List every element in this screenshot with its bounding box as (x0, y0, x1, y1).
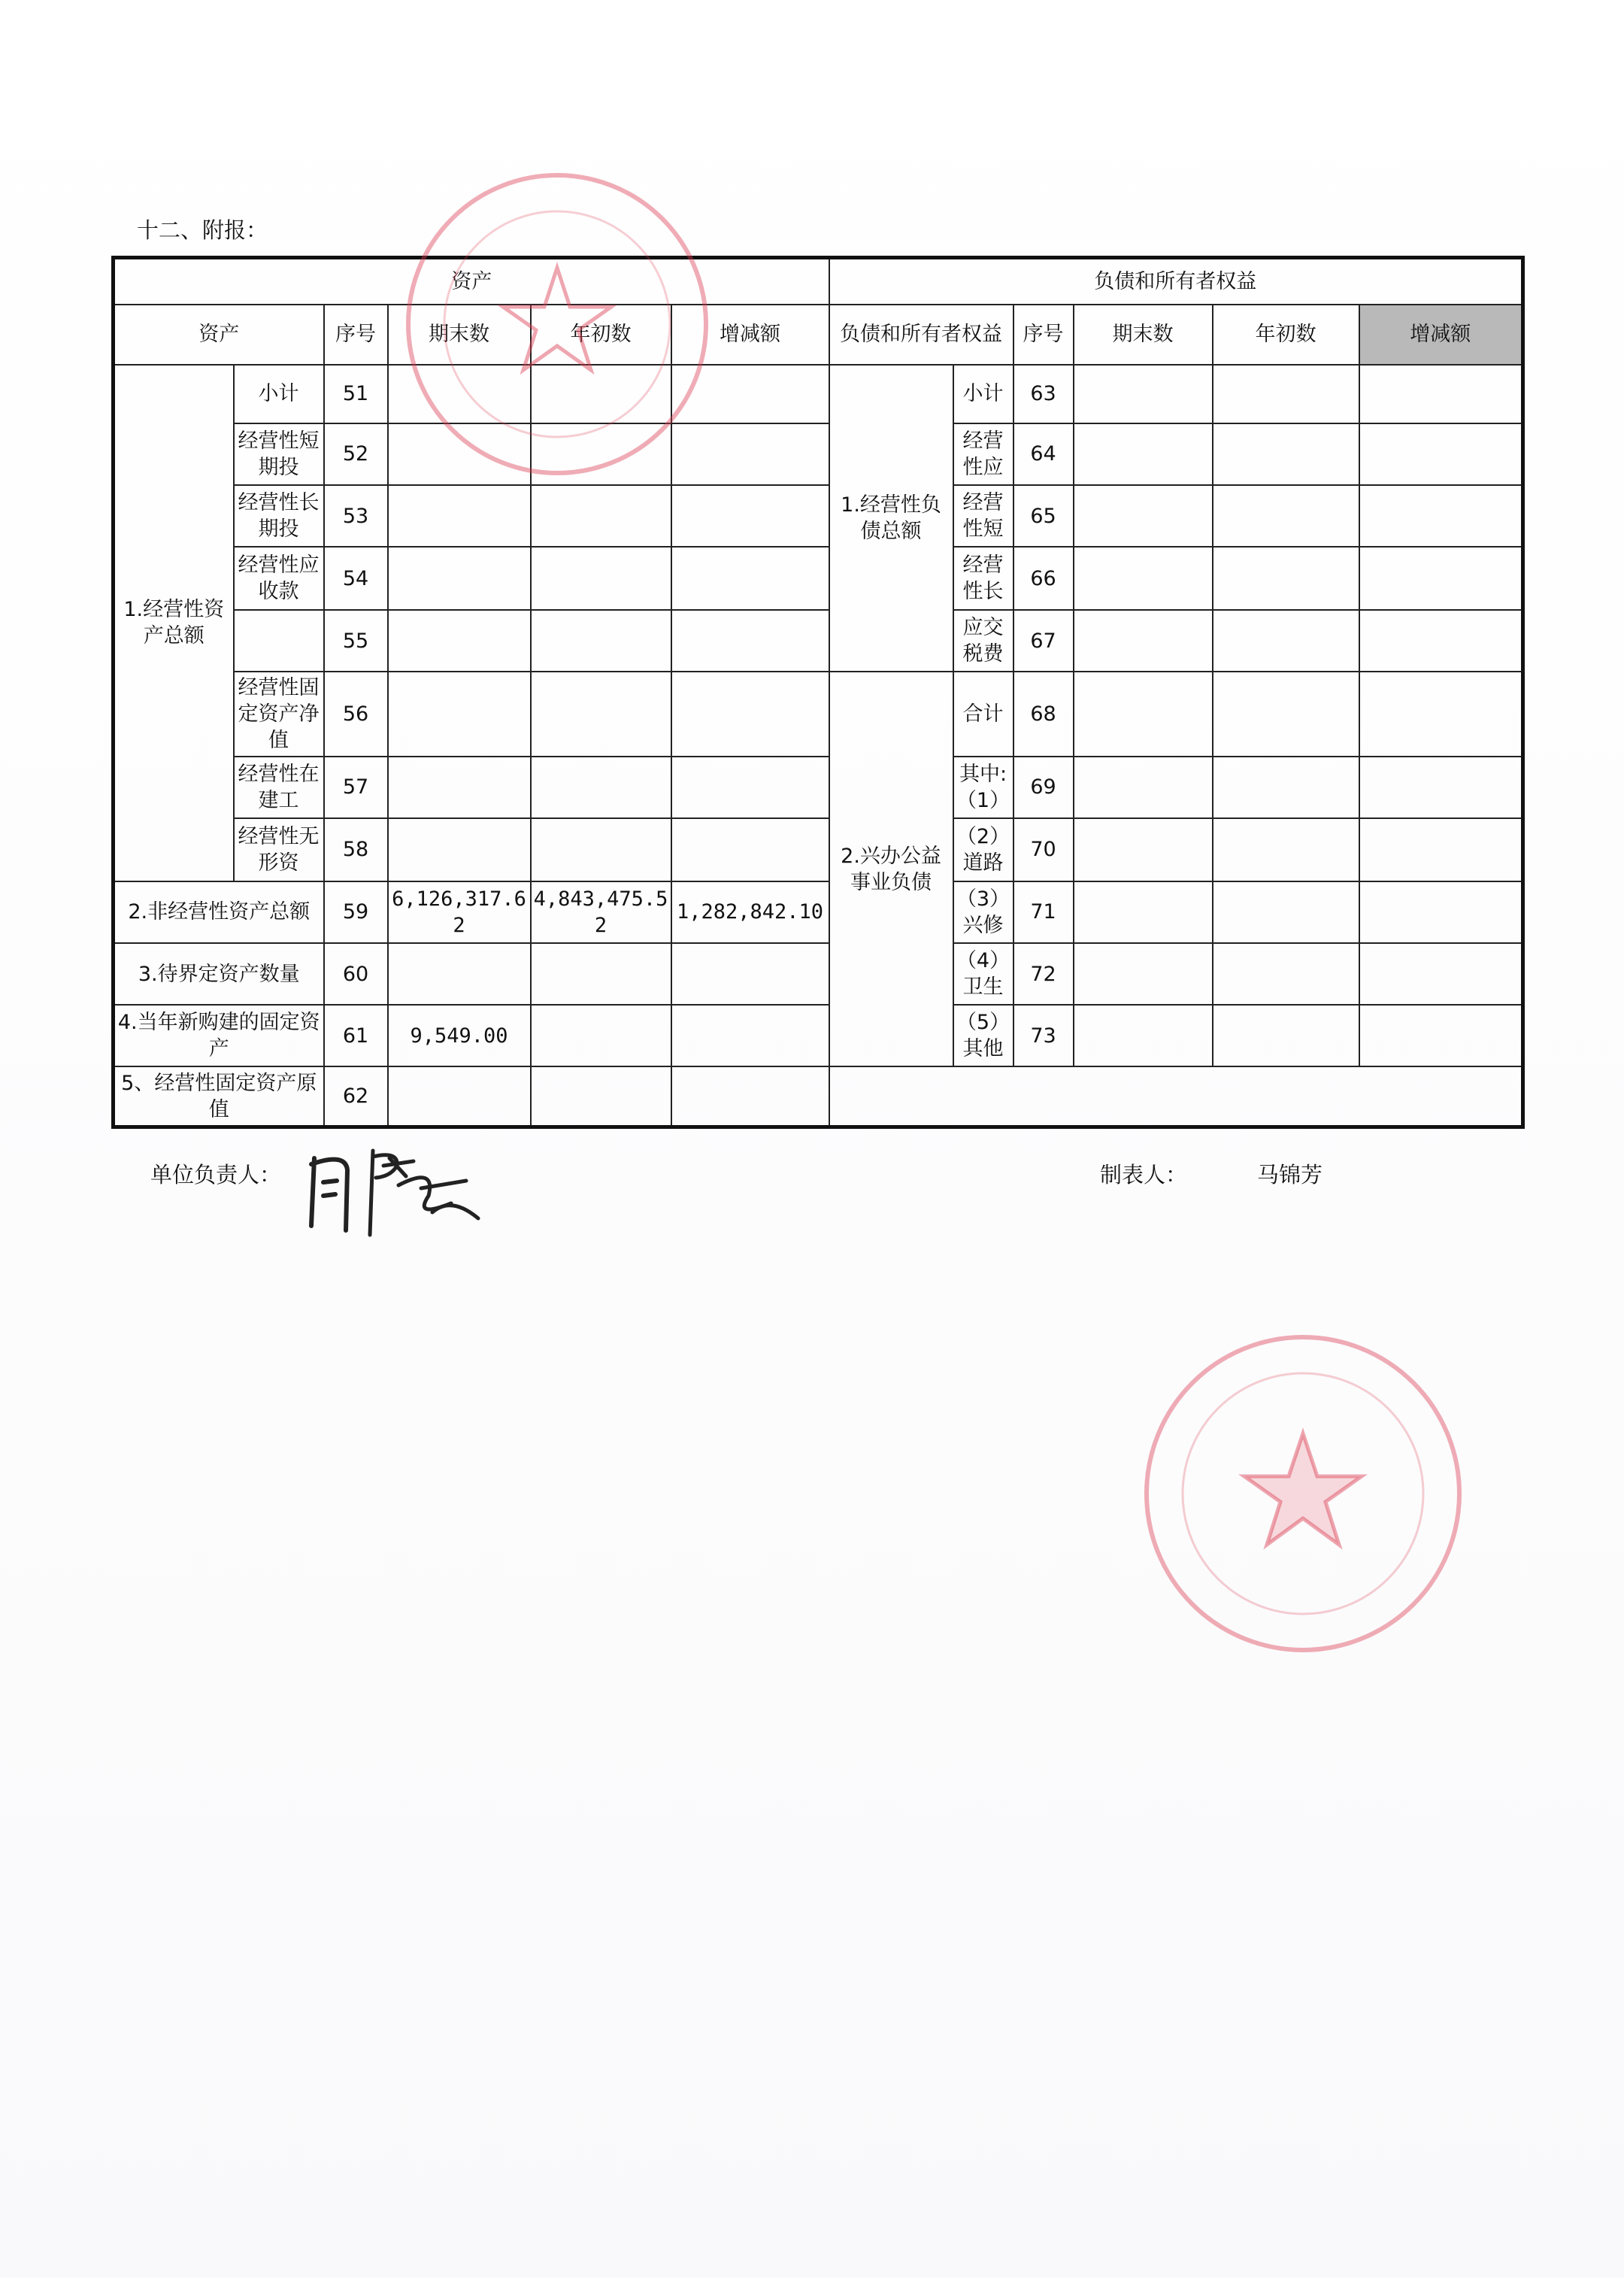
section-title: 十二、附报： (137, 217, 268, 243)
asset-end: 9,549.00 (388, 1005, 531, 1066)
liab-end (1074, 881, 1213, 943)
liab-sub-label: 经营性长 (953, 547, 1013, 610)
asset-change (671, 547, 829, 610)
village-committee-seal (406, 173, 708, 475)
asset-row-label: 3.待界定资产数量 (114, 943, 324, 1005)
liab-change (1359, 1005, 1523, 1066)
liab-end (1074, 547, 1213, 610)
asset-sub-label: 经营性短期投 (234, 423, 324, 485)
liab-empty-row (829, 1066, 1523, 1127)
asset-seq: 51 (324, 365, 388, 423)
liab-sub-label: 经营性短 (953, 485, 1013, 547)
asset-seq: 58 (324, 818, 388, 881)
liabilities-header: 负债和所有者权益 (829, 258, 1523, 305)
liab-change (1359, 757, 1523, 818)
group-public-welfare-liabilities: 2.兴办公益事业负债 (829, 672, 953, 1066)
liab-sub-label: 小计 (953, 365, 1013, 423)
liab-end (1074, 757, 1213, 818)
asset-seq: 55 (324, 610, 388, 672)
asset-begin (531, 757, 671, 818)
liab-seq: 72 (1013, 943, 1074, 1005)
asset-seq: 57 (324, 757, 388, 818)
col-change-right: 增减额 (1359, 305, 1523, 365)
col-asset: 资产 (114, 305, 324, 365)
liab-end (1074, 610, 1213, 672)
asset-seq: 53 (324, 485, 388, 547)
liab-seq: 68 (1013, 672, 1074, 756)
liab-begin (1213, 423, 1359, 485)
liab-begin (1213, 610, 1359, 672)
liab-begin (1213, 672, 1359, 756)
liab-change (1359, 881, 1523, 943)
asset-end (388, 547, 531, 610)
asset-change (671, 818, 829, 881)
asset-begin (531, 485, 671, 547)
liab-begin (1213, 818, 1359, 881)
asset-sub-label: 经营性长期投 (234, 485, 324, 547)
asset-change (671, 672, 829, 756)
asset-begin (531, 547, 671, 610)
liab-sub-label: 应交税费 (953, 610, 1013, 672)
asset-seq: 54 (324, 547, 388, 610)
asset-change: 1,282,842.10 (671, 881, 829, 943)
asset-end (388, 943, 531, 1005)
liab-end (1074, 365, 1213, 423)
asset-sub-label: 经营性应收款 (234, 547, 324, 610)
liab-end (1074, 672, 1213, 756)
asset-sub-label: 小计 (234, 365, 324, 423)
asset-seq: 52 (324, 423, 388, 485)
asset-row-label: 2.非经营性资产总额 (114, 881, 324, 943)
asset-end (388, 818, 531, 881)
asset-begin (531, 672, 671, 756)
liab-end (1074, 423, 1213, 485)
asset-begin (531, 1066, 671, 1127)
asset-change (671, 1066, 829, 1127)
liab-sub-label: 合计 (953, 672, 1013, 756)
asset-change (671, 757, 829, 818)
col-end-right: 期末数 (1074, 305, 1213, 365)
supplementary-report-table (111, 256, 1525, 1129)
asset-seq: 60 (324, 943, 388, 1005)
col-begin-left: 年初数 (531, 305, 671, 365)
asset-sub-label: 经营性无形资 (234, 818, 324, 881)
asset-begin (531, 818, 671, 881)
liab-begin (1213, 485, 1359, 547)
liab-sub-label: （5）其他 (953, 1005, 1013, 1066)
asset-seq: 62 (324, 1066, 388, 1127)
asset-row-label: 4.当年新购建的固定资产 (114, 1005, 324, 1066)
supervisory-committee-seal (1144, 1335, 1462, 1652)
assets-header: 资产 (114, 258, 829, 305)
liab-begin (1213, 547, 1359, 610)
asset-end: 6,126,317.62 (388, 881, 531, 943)
unit-head-label: 单位负责人： (150, 1162, 282, 1188)
liab-seq: 73 (1013, 1005, 1074, 1066)
preparer-label: 制表人： (1100, 1162, 1188, 1188)
liab-seq: 71 (1013, 881, 1074, 943)
col-begin-right: 年初数 (1213, 305, 1359, 365)
liab-seq: 69 (1013, 757, 1074, 818)
liab-change (1359, 547, 1523, 610)
liab-begin (1213, 757, 1359, 818)
asset-begin: 4,843,475.52 (531, 881, 671, 943)
liab-change (1359, 610, 1523, 672)
liab-begin (1213, 943, 1359, 1005)
asset-end (388, 485, 531, 547)
handwritten-signature (301, 1143, 496, 1241)
liab-begin (1213, 1005, 1359, 1066)
liab-sub-label: （3）兴修 (953, 881, 1013, 943)
liab-seq: 66 (1013, 547, 1074, 610)
group-operating-assets: 1.经营性资产总额 (114, 365, 234, 881)
liab-seq: 67 (1013, 610, 1074, 672)
col-seq-right: 序号 (1013, 305, 1074, 365)
asset-row-label: 5、经营性固定资产原值 (114, 1066, 324, 1127)
liab-seq: 70 (1013, 818, 1074, 881)
group-operating-liabilities: 1.经营性负债总额 (829, 365, 953, 672)
col-end-left: 期末数 (388, 305, 531, 365)
asset-end (388, 757, 531, 818)
asset-sub-label (234, 610, 324, 672)
asset-begin (531, 943, 671, 1005)
liab-begin (1213, 365, 1359, 423)
liab-end (1074, 943, 1213, 1005)
asset-sub-label: 经营性固定资产净值 (234, 672, 324, 756)
liab-sub-label: 经营性应 (953, 423, 1013, 485)
asset-seq: 56 (324, 672, 388, 756)
col-seq-left: 序号 (324, 305, 388, 365)
asset-seq: 59 (324, 881, 388, 943)
liab-change (1359, 672, 1523, 756)
liab-change (1359, 818, 1523, 881)
asset-sub-label: 经营性在建工 (234, 757, 324, 818)
asset-end (388, 610, 531, 672)
liab-seq: 63 (1013, 365, 1074, 423)
liab-end (1074, 818, 1213, 881)
asset-begin (531, 1005, 671, 1066)
liab-sub-label: （4）卫生 (953, 943, 1013, 1005)
liab-change (1359, 943, 1523, 1005)
liab-seq: 65 (1013, 485, 1074, 547)
liab-seq: 64 (1013, 423, 1074, 485)
liab-change (1359, 365, 1523, 423)
liab-end (1074, 1005, 1213, 1066)
liab-sub-label: 其中:（1） (953, 757, 1013, 818)
asset-change (671, 1005, 829, 1066)
asset-end (388, 1066, 531, 1127)
col-change-left: 增减额 (671, 305, 829, 365)
asset-begin (531, 610, 671, 672)
asset-change (671, 943, 829, 1005)
asset-end (388, 672, 531, 756)
liab-change (1359, 485, 1523, 547)
asset-change (671, 485, 829, 547)
col-liability: 负债和所有者权益 (829, 305, 1013, 365)
liab-end (1074, 485, 1213, 547)
liab-sub-label: （2）道路 (953, 818, 1013, 881)
asset-seq: 61 (324, 1005, 388, 1066)
asset-change (671, 610, 829, 672)
liab-begin (1213, 881, 1359, 943)
liab-change (1359, 423, 1523, 485)
preparer-name: 马锦芳 (1257, 1162, 1323, 1188)
